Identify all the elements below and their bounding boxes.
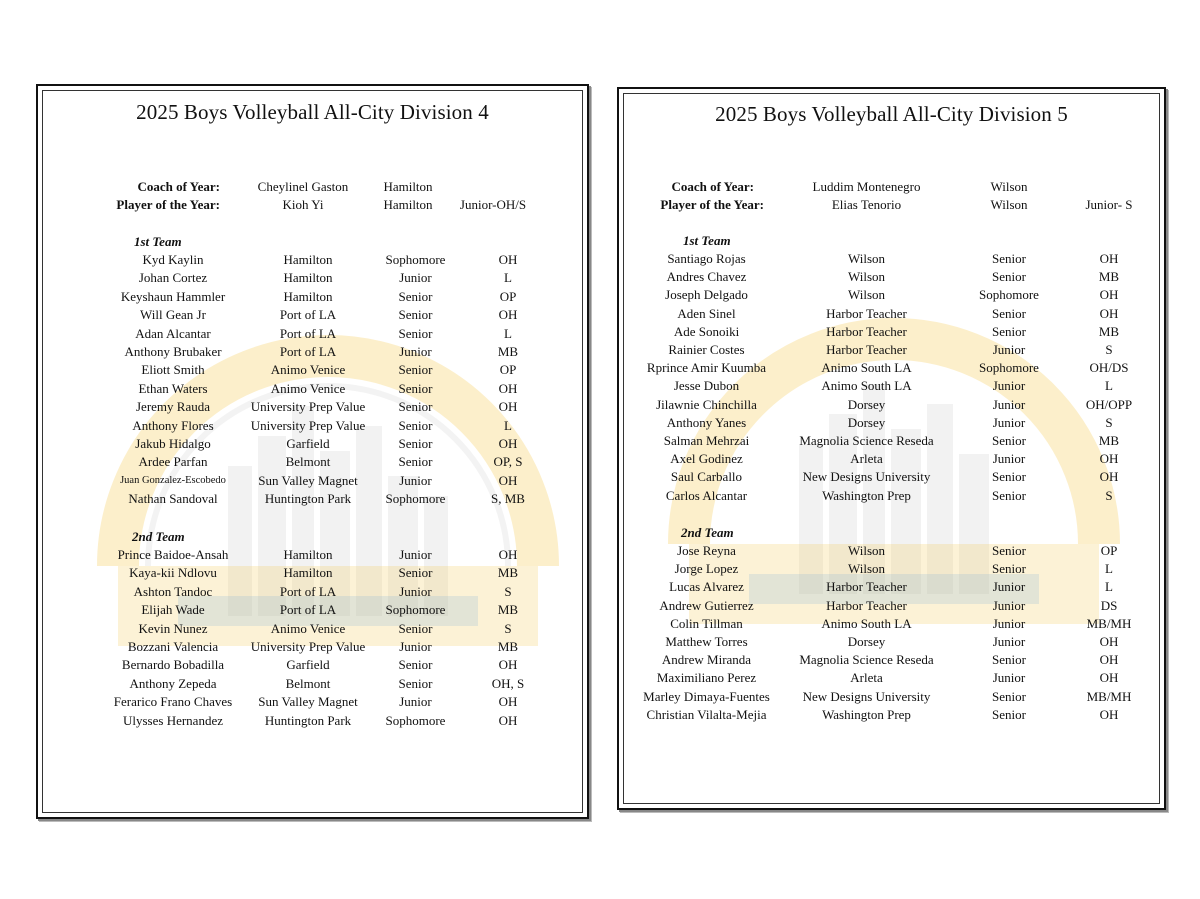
player-row bbox=[38, 417, 587, 435]
player-row bbox=[38, 251, 587, 269]
player-position: OH bbox=[1099, 670, 1119, 686]
player-name: Ulysses Hernandez bbox=[123, 712, 223, 728]
player-school: Huntington Park bbox=[264, 712, 352, 728]
player-row bbox=[619, 286, 1164, 304]
player-row bbox=[38, 490, 587, 508]
player-school: University Prep Value bbox=[250, 639, 366, 654]
player-position: OP, S bbox=[493, 454, 523, 470]
player-school: Washington Prep bbox=[822, 706, 911, 722]
player-year: Junior bbox=[399, 694, 432, 710]
player-year: Senior bbox=[992, 433, 1026, 448]
player-row bbox=[619, 578, 1164, 596]
player-year: Sophomore bbox=[385, 252, 446, 267]
player-name: Elijah Wade bbox=[141, 602, 205, 618]
player-row bbox=[619, 323, 1164, 341]
player-year: Junior bbox=[399, 270, 432, 286]
player-year: Sophomore bbox=[385, 491, 446, 507]
player-school: Magnolia Science Reseda bbox=[799, 652, 934, 668]
player-name: Anthony Zepeda bbox=[129, 675, 217, 691]
player-name: Lucas Alvarez bbox=[669, 579, 744, 595]
player-position: OH, S bbox=[491, 675, 525, 691]
player-position: L bbox=[504, 270, 512, 286]
player-school: Dorsey bbox=[847, 396, 886, 412]
player-row bbox=[38, 564, 587, 582]
player-position: OH bbox=[1099, 652, 1119, 668]
player-year: Senior bbox=[398, 399, 433, 415]
award-label: Player of the Year: bbox=[660, 197, 764, 212]
player-row bbox=[38, 638, 587, 656]
first-team-heading: 1st Team bbox=[134, 234, 182, 249]
player-year: Junior bbox=[399, 583, 432, 599]
player-name: Santiago Rojas bbox=[667, 251, 746, 266]
player-row bbox=[619, 396, 1164, 414]
player-position: OH bbox=[498, 657, 518, 673]
player-position: S bbox=[504, 583, 512, 599]
player-position: OP bbox=[499, 288, 517, 304]
player-school: Arleta bbox=[850, 670, 883, 686]
player-school: Arleta bbox=[850, 451, 883, 467]
player-name: Rprince Amir Kuumba bbox=[646, 360, 767, 376]
player-year: Senior bbox=[398, 380, 433, 396]
player-year: Senior bbox=[398, 307, 433, 323]
player-year: Senior bbox=[992, 323, 1026, 339]
player-school: Harbor Teacher bbox=[826, 323, 907, 339]
player-row bbox=[619, 688, 1164, 706]
player-position: OH bbox=[1099, 634, 1119, 649]
second-team-heading: 2nd Team bbox=[132, 529, 185, 544]
player-year: Senior bbox=[992, 652, 1026, 668]
award-name: Kioh Yi bbox=[282, 197, 324, 212]
player-row bbox=[619, 250, 1164, 268]
player-year: Senior bbox=[992, 269, 1026, 285]
player-name: Anthony Flores bbox=[132, 417, 214, 433]
player-school: Sun Valley Magnet bbox=[258, 694, 358, 710]
player-year: Senior bbox=[398, 675, 433, 691]
player-name: Rainier Costes bbox=[668, 342, 745, 357]
player-row bbox=[38, 693, 587, 711]
player-row bbox=[38, 546, 587, 564]
player-school: Garfield bbox=[286, 657, 330, 673]
player-school: Animo Venice bbox=[270, 620, 346, 636]
player-name: Carlos Alcantar bbox=[665, 487, 748, 503]
player-row bbox=[38, 675, 587, 693]
second-team-heading: 2nd Team bbox=[681, 525, 734, 540]
player-row bbox=[38, 361, 587, 379]
player-school: Port of LA bbox=[279, 602, 337, 618]
award-row-coach bbox=[38, 178, 587, 196]
player-row bbox=[619, 706, 1164, 724]
award-name: Luddim Montenegro bbox=[812, 179, 921, 194]
player-name: Saul Carballo bbox=[670, 469, 743, 485]
player-school: Harbor Teacher bbox=[826, 579, 907, 595]
player-school: Belmont bbox=[285, 454, 331, 470]
player-year: Junior bbox=[992, 670, 1026, 686]
player-school: Wilson bbox=[847, 561, 886, 577]
player-year: Senior bbox=[992, 543, 1026, 558]
player-position: S bbox=[1105, 487, 1113, 503]
player-school: Huntington Park bbox=[264, 491, 352, 507]
player-row bbox=[619, 359, 1164, 377]
player-school: Animo South LA bbox=[821, 360, 912, 376]
player-row bbox=[619, 450, 1164, 468]
player-position: MB bbox=[1098, 269, 1120, 285]
player-year: Sophomore bbox=[979, 360, 1039, 376]
player-year: Senior bbox=[398, 325, 433, 341]
player-school: Hamilton bbox=[283, 252, 333, 267]
player-school: Animo South LA bbox=[821, 378, 912, 394]
player-name: Adan Alcantar bbox=[135, 325, 211, 341]
player-school: Hamilton bbox=[283, 565, 333, 581]
player-year: Sophomore bbox=[385, 712, 446, 728]
player-position: OH/DS bbox=[1089, 360, 1129, 376]
player-position: OH bbox=[498, 307, 518, 323]
player-school: Dorsey bbox=[847, 634, 886, 649]
player-year: Junior bbox=[992, 634, 1026, 649]
player-year: Junior bbox=[992, 342, 1026, 357]
player-name: Joseph Delgado bbox=[665, 287, 748, 303]
player-name: Maximiliano Perez bbox=[656, 670, 757, 686]
player-year: Senior bbox=[398, 288, 433, 304]
player-name: Ethan Waters bbox=[138, 380, 208, 396]
player-school: Animo Venice bbox=[270, 362, 346, 378]
player-name: Anthony Brubaker bbox=[124, 344, 222, 359]
player-school: Hamilton bbox=[283, 547, 333, 562]
award-row-player bbox=[38, 196, 587, 214]
player-row bbox=[619, 651, 1164, 669]
player-row bbox=[38, 712, 587, 730]
player-school: New Designs University bbox=[802, 469, 931, 485]
player-year: Senior bbox=[398, 417, 433, 433]
player-position: OH bbox=[1099, 451, 1119, 467]
player-school: Dorsey bbox=[847, 414, 886, 430]
player-name: Andrew Gutierrez bbox=[659, 597, 754, 613]
player-name: Will Gean Jr bbox=[140, 307, 206, 323]
player-row bbox=[619, 468, 1164, 486]
player-position: MB bbox=[497, 639, 519, 654]
player-position: L bbox=[1105, 561, 1113, 577]
player-year: Senior bbox=[992, 305, 1026, 321]
player-row bbox=[38, 435, 587, 453]
player-year: Senior bbox=[992, 561, 1026, 577]
player-name: Prince Baidoe-Ansah bbox=[117, 547, 229, 562]
player-name: Juan Gonzalez-Escobedo bbox=[120, 474, 226, 486]
player-year: Sophomore bbox=[385, 602, 446, 618]
player-school: University Prep Value bbox=[250, 399, 366, 415]
player-position: MB bbox=[497, 344, 519, 359]
player-position: MB bbox=[1098, 433, 1120, 448]
player-school: Wilson bbox=[847, 251, 886, 266]
award-school: Hamilton bbox=[383, 197, 433, 212]
player-position: MB/MH bbox=[1086, 688, 1132, 704]
player-year: Junior bbox=[399, 639, 432, 654]
player-name: Ashton Tandoc bbox=[133, 583, 213, 599]
player-school: Port of LA bbox=[279, 583, 337, 599]
player-name: Matthew Torres bbox=[665, 634, 748, 649]
player-row bbox=[619, 432, 1164, 450]
player-position: L bbox=[1105, 579, 1113, 595]
player-row bbox=[619, 377, 1164, 395]
player-name: Bozzani Valencia bbox=[127, 639, 219, 654]
player-row bbox=[619, 615, 1164, 633]
player-position: L bbox=[504, 417, 512, 433]
award-detail: Junior- S bbox=[1085, 197, 1133, 212]
player-year: Senior bbox=[398, 657, 433, 673]
page-title: 2025 Boys Volleyball All-City Division 4 bbox=[136, 100, 489, 124]
player-position: OH bbox=[1099, 287, 1119, 303]
player-name: Johan Cortez bbox=[138, 270, 208, 286]
player-year: Junior bbox=[992, 451, 1026, 467]
player-school: Hamilton bbox=[283, 288, 333, 304]
award-detail: Junior-OH/S bbox=[459, 197, 527, 212]
player-position: OH bbox=[498, 547, 518, 562]
page-title: 2025 Boys Volleyball All-City Division 5 bbox=[715, 102, 1068, 126]
award-row-player bbox=[619, 196, 1164, 214]
player-name: Kevin Nunez bbox=[138, 620, 208, 636]
player-row bbox=[38, 343, 587, 361]
player-school: Harbor Teacher bbox=[826, 597, 907, 613]
player-name: Ferarico Frano Chaves bbox=[113, 694, 233, 710]
player-position: OH bbox=[498, 472, 518, 488]
player-row bbox=[619, 597, 1164, 615]
player-row bbox=[38, 583, 587, 601]
player-school: University Prep Value bbox=[250, 417, 366, 433]
player-school: Port of LA bbox=[279, 344, 337, 359]
player-year: Senior bbox=[992, 487, 1026, 503]
player-school: Animo Venice bbox=[270, 380, 346, 396]
player-year: Senior bbox=[398, 436, 433, 451]
player-year: Senior bbox=[992, 251, 1026, 266]
player-year: Junior bbox=[399, 547, 432, 562]
player-school: Animo South LA bbox=[821, 615, 912, 631]
player-row bbox=[38, 601, 587, 619]
player-year: Junior bbox=[399, 472, 432, 488]
player-row bbox=[38, 269, 587, 287]
player-position: OH bbox=[498, 252, 518, 267]
player-year: Sophomore bbox=[979, 287, 1039, 303]
player-year: Junior bbox=[992, 615, 1026, 631]
player-position: OH bbox=[498, 380, 518, 396]
player-name: Andres Chavez bbox=[666, 269, 747, 285]
player-row bbox=[619, 268, 1164, 286]
player-name: Kyd Kaylin bbox=[142, 252, 204, 267]
player-row bbox=[619, 305, 1164, 323]
player-name: Bernardo Bobadilla bbox=[121, 657, 225, 673]
player-position: MB bbox=[497, 602, 519, 618]
player-position: L bbox=[504, 325, 512, 341]
player-school: Garfield bbox=[286, 436, 330, 451]
player-position: OH bbox=[1099, 706, 1119, 722]
player-school: Wilson bbox=[847, 269, 886, 285]
player-position: OH bbox=[498, 436, 518, 451]
player-school: Belmont bbox=[285, 675, 331, 691]
player-name: Jilawnie Chinchilla bbox=[656, 396, 757, 412]
player-row bbox=[38, 325, 587, 343]
player-position: OH bbox=[1099, 251, 1119, 266]
player-school: Harbor Teacher bbox=[826, 342, 907, 357]
player-year: Senior bbox=[398, 565, 433, 581]
player-row bbox=[619, 633, 1164, 651]
player-name: Christian Vilalta-Mejia bbox=[646, 706, 767, 722]
player-row bbox=[38, 398, 587, 416]
player-school: Wilson bbox=[847, 287, 886, 303]
player-name: Axel Godinez bbox=[670, 451, 743, 467]
player-school: New Designs University bbox=[802, 688, 931, 704]
player-position: OH bbox=[498, 694, 518, 710]
player-school: Magnolia Science Reseda bbox=[799, 433, 934, 448]
player-row bbox=[619, 341, 1164, 359]
player-name: Jose Reyna bbox=[677, 543, 736, 558]
player-row bbox=[38, 453, 587, 471]
player-year: Senior bbox=[992, 706, 1026, 722]
player-year: Senior bbox=[398, 454, 433, 470]
division-4-panel bbox=[36, 84, 589, 819]
player-position: MB bbox=[497, 565, 519, 581]
player-position: S bbox=[1105, 414, 1113, 430]
player-name: Eliott Smith bbox=[141, 362, 205, 378]
player-name: Anthony Yanes bbox=[666, 414, 747, 430]
player-name: Aden Sinel bbox=[677, 305, 736, 321]
award-school: Wilson bbox=[990, 179, 1028, 194]
player-school: Harbor Teacher bbox=[826, 305, 907, 321]
player-row bbox=[38, 620, 587, 638]
player-position: OP bbox=[1100, 543, 1118, 558]
player-year: Senior bbox=[992, 469, 1026, 485]
player-position: OP bbox=[499, 362, 517, 378]
player-position: OH bbox=[1099, 469, 1119, 485]
player-school: Sun Valley Magnet bbox=[258, 472, 358, 488]
award-name: Elias Tenorio bbox=[831, 197, 902, 212]
player-year: Junior bbox=[992, 579, 1026, 595]
player-row bbox=[38, 288, 587, 306]
player-row bbox=[38, 472, 587, 490]
player-name: Keyshaun Hammler bbox=[120, 288, 226, 304]
award-school: Hamilton bbox=[383, 179, 433, 194]
player-name: Marley Dimaya-Fuentes bbox=[643, 688, 770, 704]
award-row-coach bbox=[619, 178, 1164, 196]
player-row bbox=[619, 487, 1164, 505]
player-position: OH bbox=[498, 399, 518, 415]
player-position: OH/OPP bbox=[1085, 396, 1133, 412]
player-name: Andrew Miranda bbox=[661, 652, 752, 668]
player-school: Washington Prep bbox=[822, 487, 911, 503]
player-row bbox=[38, 656, 587, 674]
player-position: MB/MH bbox=[1086, 615, 1132, 631]
player-year: Junior bbox=[399, 344, 432, 359]
player-position: S, MB bbox=[491, 491, 525, 507]
player-year: Junior bbox=[992, 597, 1026, 613]
player-name: Salman Mehrzai bbox=[663, 433, 750, 448]
player-year: Junior bbox=[992, 396, 1026, 412]
player-name: Nathan Sandoval bbox=[128, 491, 218, 507]
award-label: Coach of Year: bbox=[137, 179, 220, 194]
player-school: Port of LA bbox=[279, 325, 337, 341]
player-position: OH bbox=[498, 712, 518, 728]
award-school: Wilson bbox=[990, 197, 1028, 212]
player-row bbox=[619, 669, 1164, 687]
first-team-heading: 1st Team bbox=[683, 233, 731, 248]
player-name: Jeremy Rauda bbox=[135, 399, 210, 415]
player-name: Ade Sonoiki bbox=[673, 323, 740, 339]
player-school: Port of LA bbox=[279, 307, 337, 323]
player-name: Colin Tillman bbox=[670, 615, 743, 631]
player-name: Kaya-kii Ndlovu bbox=[129, 565, 217, 581]
award-name: Cheylinel Gaston bbox=[257, 179, 349, 194]
player-year: Senior bbox=[398, 362, 433, 378]
player-name: Jakub Hidalgo bbox=[135, 436, 211, 451]
player-school: Wilson bbox=[847, 543, 886, 558]
player-row bbox=[619, 542, 1164, 560]
division-5-panel bbox=[617, 87, 1166, 810]
player-school: Hamilton bbox=[283, 270, 333, 286]
player-position: OH bbox=[1099, 305, 1119, 321]
award-label: Player of the Year: bbox=[116, 197, 220, 212]
player-row bbox=[38, 380, 587, 398]
player-name: Jesse Dubon bbox=[673, 378, 740, 394]
player-name: Jorge Lopez bbox=[674, 561, 739, 577]
player-position: L bbox=[1105, 378, 1113, 394]
player-position: S bbox=[1105, 342, 1113, 357]
player-year: Senior bbox=[992, 688, 1026, 704]
player-name: Ardee Parfan bbox=[138, 454, 208, 470]
player-row bbox=[38, 306, 587, 324]
player-position: DS bbox=[1100, 597, 1118, 613]
player-position: S bbox=[504, 620, 512, 636]
player-year: Senior bbox=[398, 620, 433, 636]
player-row bbox=[619, 560, 1164, 578]
award-label: Coach of Year: bbox=[671, 179, 754, 194]
player-position: MB bbox=[1098, 323, 1120, 339]
player-year: Junior bbox=[992, 378, 1026, 394]
player-row bbox=[619, 414, 1164, 432]
player-year: Junior bbox=[992, 414, 1026, 430]
